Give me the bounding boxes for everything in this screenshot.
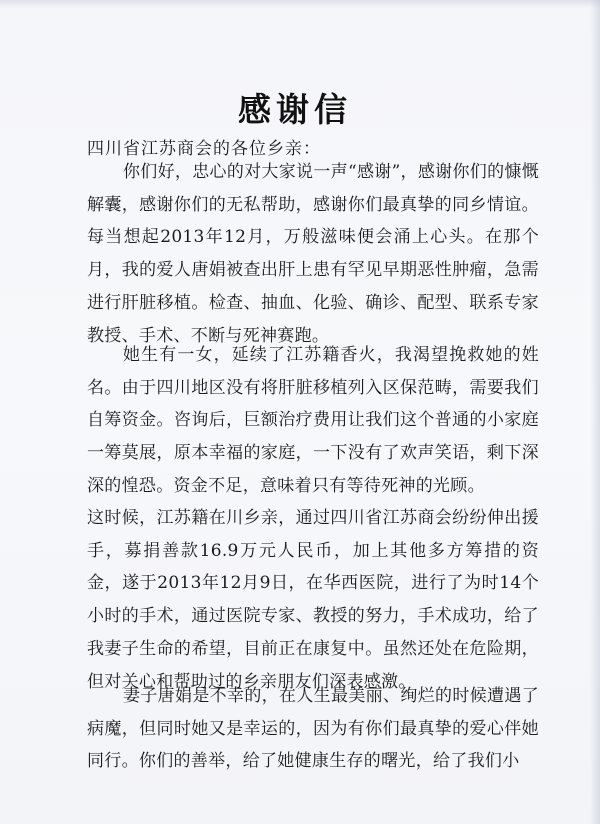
scan-edge-right xyxy=(590,0,600,824)
letter-paragraph-3: 这时候，江苏籍在川乡亲，通过四川省江苏商会纷纷伸出援手，募捐善款16.9万元人民币，加上其他多方筹措的资金，遂于2013年12月9日，在华西医院，进行了为时14个小时的手术，通过医院专家、教授的努力，手术成功，给了我妻子生命的希望，目前正在康复中。虽然还处在危险期，但对关心和帮助过的乡亲朋友们深表感激。 xyxy=(87,508,539,692)
letter-paragraph-4: 妻子唐娟是不幸的，在人生最美丽、绚烂的时候遭遇了病魔，但同时她又是幸运的，因为有你们最真挚的爱心伴她同行。你们的善举，给了她健康生存的曙光，给了我们小 xyxy=(87,686,539,772)
scan-edge-top xyxy=(0,0,600,8)
letter-paragraph-2: 她生有一女，延续了江苏籍香火，我渴望挽救她的姓名。由于四川地区没有将肝脏移植列入区保范畴，需要我们自筹资金。咨询后，巨额治疗费用让我们这个普通的小家庭一筹莫展，原本幸福的家庭，一下没有了欢声笑语，剩下深深的惶恐。资金不足，意味着只有等待死神的光顾。 xyxy=(87,345,539,496)
letter-paragraph-1: 你们好，忠心的对大家说一声“感谢”，感谢你们的慷慨解囊，感谢你们的无私帮助，感谢你们最真挚的同乡情谊。每当想起2013年12月，万般滋味便会涌上心头。在那个月，我的爱人唐娟被查出肝上患有罕见早期恶性肿瘤，急需进行肝脏移植。检查、抽血、化验、确诊、配型、联系专家教授、手术、不断与死神赛跑。 xyxy=(87,162,539,346)
letter-salutation: 四川省江苏商会的各位乡亲： xyxy=(87,139,321,159)
letter-title: 感谢信 xyxy=(238,90,352,129)
